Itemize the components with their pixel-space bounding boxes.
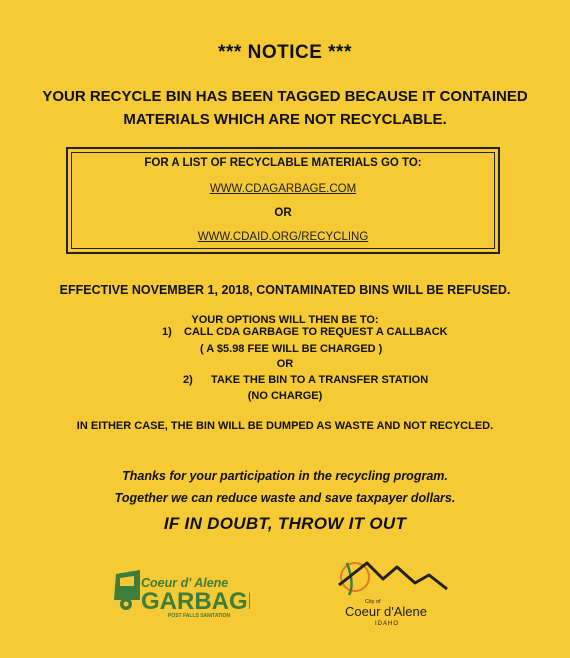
thanks-line-1: Thanks for your participation in the recycling program. xyxy=(122,469,448,483)
options-or: OR xyxy=(276,358,294,370)
cda-garbage-logo xyxy=(110,560,250,620)
headline-line-2: MATERIALS WHICH ARE NOT RECYCLABLE. xyxy=(123,111,447,128)
if-in-doubt-slogan: IF IN DOUBT, THROW IT OUT xyxy=(163,514,407,533)
city-name-label: Coeur d'Alene xyxy=(345,604,427,619)
thanks-line-2: Together we can reduce waste and save taxpayer dollars. xyxy=(114,491,456,505)
box-intro: FOR A LIST OF RECYCLABLE MATERIALS GO TO: xyxy=(144,157,422,169)
cdagarbage-link[interactable]: WWW.CDAGARBAGE.COM xyxy=(209,183,357,195)
options-intro: YOUR OPTIONS WILL THEN BE TO: xyxy=(191,314,379,326)
either-case-text: IN EITHER CASE, THE BIN WILL BE DUMPED AS WASTE AND NOT RECYCLED. xyxy=(76,420,494,432)
idaho-label: IDAHO xyxy=(375,621,400,627)
garbage-logo-top-text: Coeur d' Alene xyxy=(141,576,229,590)
garbage-logo-main-text: GARBAG xyxy=(141,588,248,615)
headline xyxy=(30,85,540,131)
garbage-logo-sub-text: POST FALLS SANITATION xyxy=(168,613,231,619)
cdaid-recycling-link[interactable]: WWW.CDAID.ORG/RECYCLING xyxy=(197,231,369,243)
recycling-info-box xyxy=(66,147,500,254)
headline-line-1: YOUR RECYCLE BIN HAS BEEN TAGGED BECAUSE IT CONTAINED xyxy=(42,88,528,105)
option-2-number: 2) xyxy=(183,374,193,386)
thanks-message xyxy=(0,465,570,509)
garbage-truck-icon xyxy=(110,560,250,620)
city-of-coeur-dalene-logo xyxy=(325,555,455,630)
option-2-text: TAKE THE BIN TO A TRANSFER STATION xyxy=(211,374,429,386)
option-2-note: (NO CHARGE) xyxy=(247,390,323,402)
option-1-note: ( A $5.98 FEE WILL BE CHARGED ) xyxy=(200,343,383,355)
notice-title: *** NOTICE *** xyxy=(218,42,352,63)
box-or: OR xyxy=(274,207,292,219)
option-1-text: CALL CDA GARBAGE TO REQUEST A CALLBACK xyxy=(184,326,448,338)
city-of-label: City of xyxy=(365,599,381,605)
effective-date-text: EFFECTIVE NOVEMBER 1, 2018, CONTAMINATED BINS WILL BE REFUSED. xyxy=(59,283,511,297)
option-1-number: 1) xyxy=(162,326,172,338)
mountain-sun-icon xyxy=(325,555,455,630)
